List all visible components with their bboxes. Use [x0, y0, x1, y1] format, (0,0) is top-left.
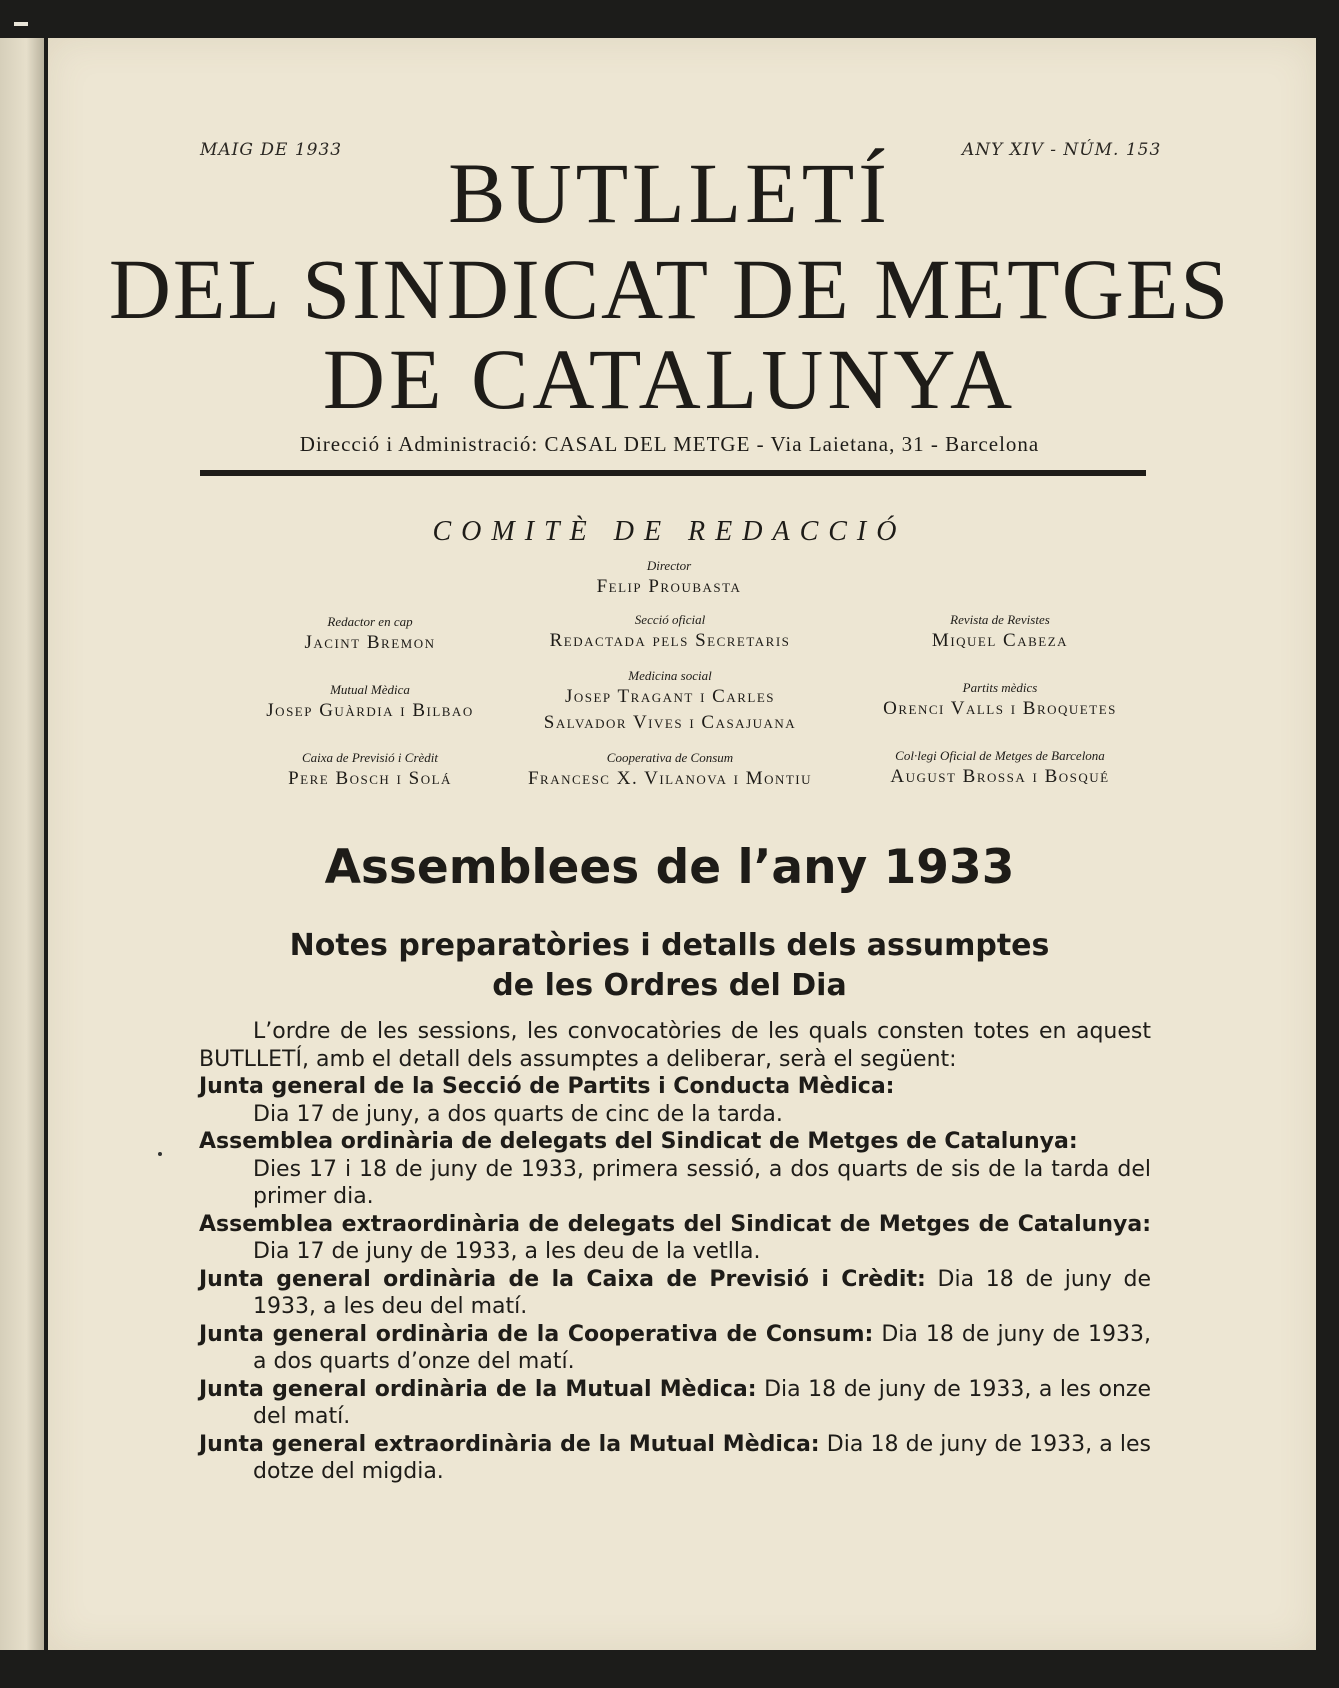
- list-item: [199, 1128, 1151, 1211]
- committee-member: [500, 612, 840, 654]
- member-name: Jacint Bremon: [304, 632, 436, 653]
- member-role: Cooperativa de Consum: [606, 750, 734, 765]
- subhead-line-2: de les Ordres del Dia: [492, 968, 847, 1003]
- article-headline: Assemblees de l’any 1933: [324, 840, 1015, 895]
- item-label: Junta general extraordinària de la Mutual Mèdica:: [199, 1431, 820, 1457]
- committee-member: [220, 614, 520, 656]
- item-label: Junta general ordinària de la Mutual Mèdica:: [199, 1376, 757, 1402]
- committee-director: [519, 558, 819, 600]
- item-text: Dia 17 de juny, a dos quarts de cinc de la tarda.: [253, 1101, 783, 1127]
- member-name: Josep Tragant i Carles: [564, 686, 776, 707]
- list-item: [199, 1376, 1151, 1431]
- list-item: [199, 1266, 1151, 1321]
- member-name: Miquel Cabeza: [931, 630, 1069, 651]
- masthead-line-1: BUTLLETÍ: [448, 145, 891, 241]
- list-item: [199, 1073, 1151, 1128]
- article-intro: L’ordre de les sessions, les convocatòries de les quals consten totes en aquest BUTLLETÍ, amb el detall dels assumptes a deliberar, serà el següent:: [199, 1019, 1151, 1072]
- member-name: August Brossa i Bosqué: [890, 766, 1110, 787]
- masthead-rule: [200, 470, 1146, 476]
- committee-member: [850, 748, 1150, 790]
- item-text: Dia 18 de juny de 1933, a dos quarts d’onze del matí.: [253, 1321, 1151, 1374]
- list-item: [199, 1211, 1151, 1266]
- address-line: Direcció i Administració: CASAL DEL METGE - Via Laietana, 31 - Barcelona: [299, 432, 1040, 456]
- member-role: Medicina social: [628, 668, 712, 683]
- subhead-line-1: Notes preparatòries i detalls dels assumptes: [289, 928, 1050, 963]
- ink-dot: [158, 1152, 162, 1156]
- issue-number: ANY XIV - NÚM. 153: [962, 140, 1162, 160]
- committee-member: [500, 750, 840, 792]
- article-subhead: [0, 926, 1339, 1006]
- item-label: Junta general ordinària de la Cooperativa de Consum:: [199, 1321, 874, 1347]
- item-text: Dia 18 de juny de 1933, a les dotze del migdia.: [253, 1431, 1151, 1484]
- item-text: Dia 18 de juny de 1933, a les deu del matí.: [253, 1266, 1151, 1319]
- member-role: Col·legi Oficial de Metges de Barcelona: [895, 748, 1105, 763]
- member-role: Caixa de Previsió i Crèdit: [302, 750, 438, 765]
- item-label: Junta general de la Secció de Partits i Conducta Mèdica:: [199, 1074, 895, 1099]
- committee-member: [220, 750, 520, 792]
- scan-mark: [14, 22, 28, 26]
- member-role: Revista de Revistes: [950, 612, 1050, 627]
- item-text: Dia 17 de juny de 1933, a les deu de la vetlla.: [253, 1239, 761, 1264]
- committee-member: [500, 668, 840, 736]
- list-item: [199, 1431, 1151, 1486]
- member-name: Redactada pels Secretaris: [549, 630, 791, 651]
- director-role: Director: [646, 558, 692, 573]
- member-role: Redactor en cap: [327, 614, 413, 629]
- issue-date: MAIG DE 1933: [200, 140, 343, 160]
- committee-heading: COMITÈ DE REDACCIÓ: [432, 516, 907, 547]
- member-name: Francesc X. Vilanova i Montiu: [527, 768, 813, 789]
- director-name: Felip Proubasta: [596, 576, 742, 597]
- member-name: Pere Bosch i Solá: [288, 768, 452, 789]
- committee-member: [220, 682, 520, 724]
- item-label: Junta general ordinària de la Caixa de Previsió i Crèdit:: [199, 1266, 926, 1292]
- committee-member: [850, 612, 1150, 654]
- item-text: Dia 18 de juny de 1933, a les onze del matí.: [253, 1376, 1151, 1429]
- article-body: [199, 1018, 1151, 1486]
- member-name: Josep Guàrdia i Bilbao: [266, 700, 474, 721]
- member-name: Salvador Vives i Casajuana: [543, 712, 797, 733]
- masthead-line-3: DE CATALUNYA: [322, 331, 1017, 427]
- masthead-line-2: DEL SINDICAT DE METGES: [108, 241, 1231, 337]
- item-text: Dies 17 i 18 de juny de 1933, primera sessió, a dos quarts de sis de la tarda del primer dia.: [253, 1156, 1151, 1209]
- member-role: Partits mèdics: [962, 680, 1038, 695]
- member-role: Secció oficial: [634, 612, 706, 627]
- committee-member: [850, 680, 1150, 722]
- item-label: Assemblea extraordinària de delegats del Sindicat de Metges de Catalunya:: [199, 1211, 1151, 1237]
- member-name: Orenci Valls i Broquetes: [883, 698, 1117, 719]
- member-role: Mutual Mèdica: [330, 682, 410, 697]
- list-item: [199, 1321, 1151, 1376]
- item-label: Assemblea ordinària de delegats del Sindicat de Metges de Catalunya:: [199, 1129, 1078, 1154]
